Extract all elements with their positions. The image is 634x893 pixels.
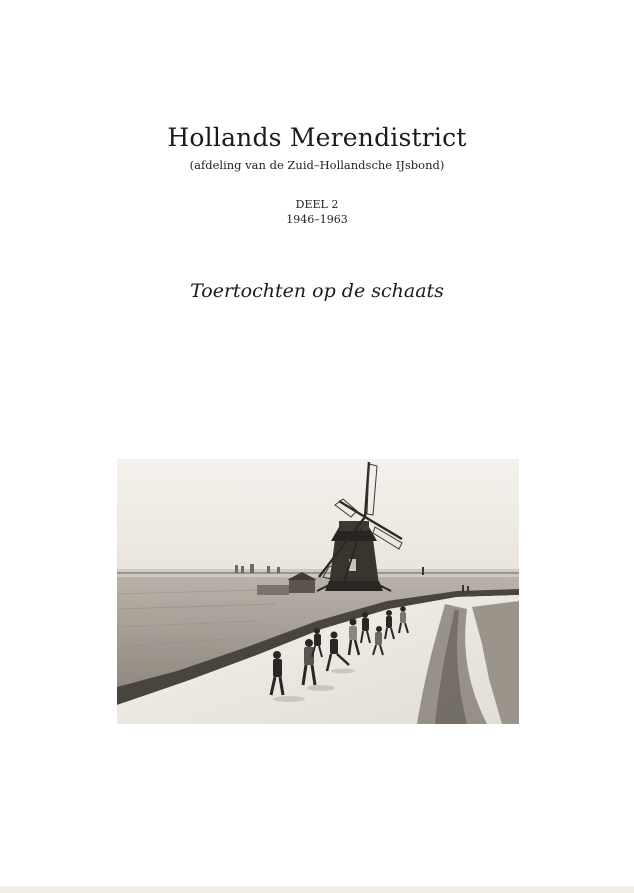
section-heading: Toertochten op de schaats [190,280,444,302]
document-subtitle: (afdeling van de Zuid–Hollandsche IJsbond) [189,158,445,172]
year-range: 1946–1963 [286,213,348,226]
sky [117,459,519,574]
part-number: DEEL 2 [295,198,339,211]
photo-illustration [117,459,519,724]
document-title: Hollands Merendistrict [167,123,467,152]
windmill-skating-photo [117,459,519,724]
